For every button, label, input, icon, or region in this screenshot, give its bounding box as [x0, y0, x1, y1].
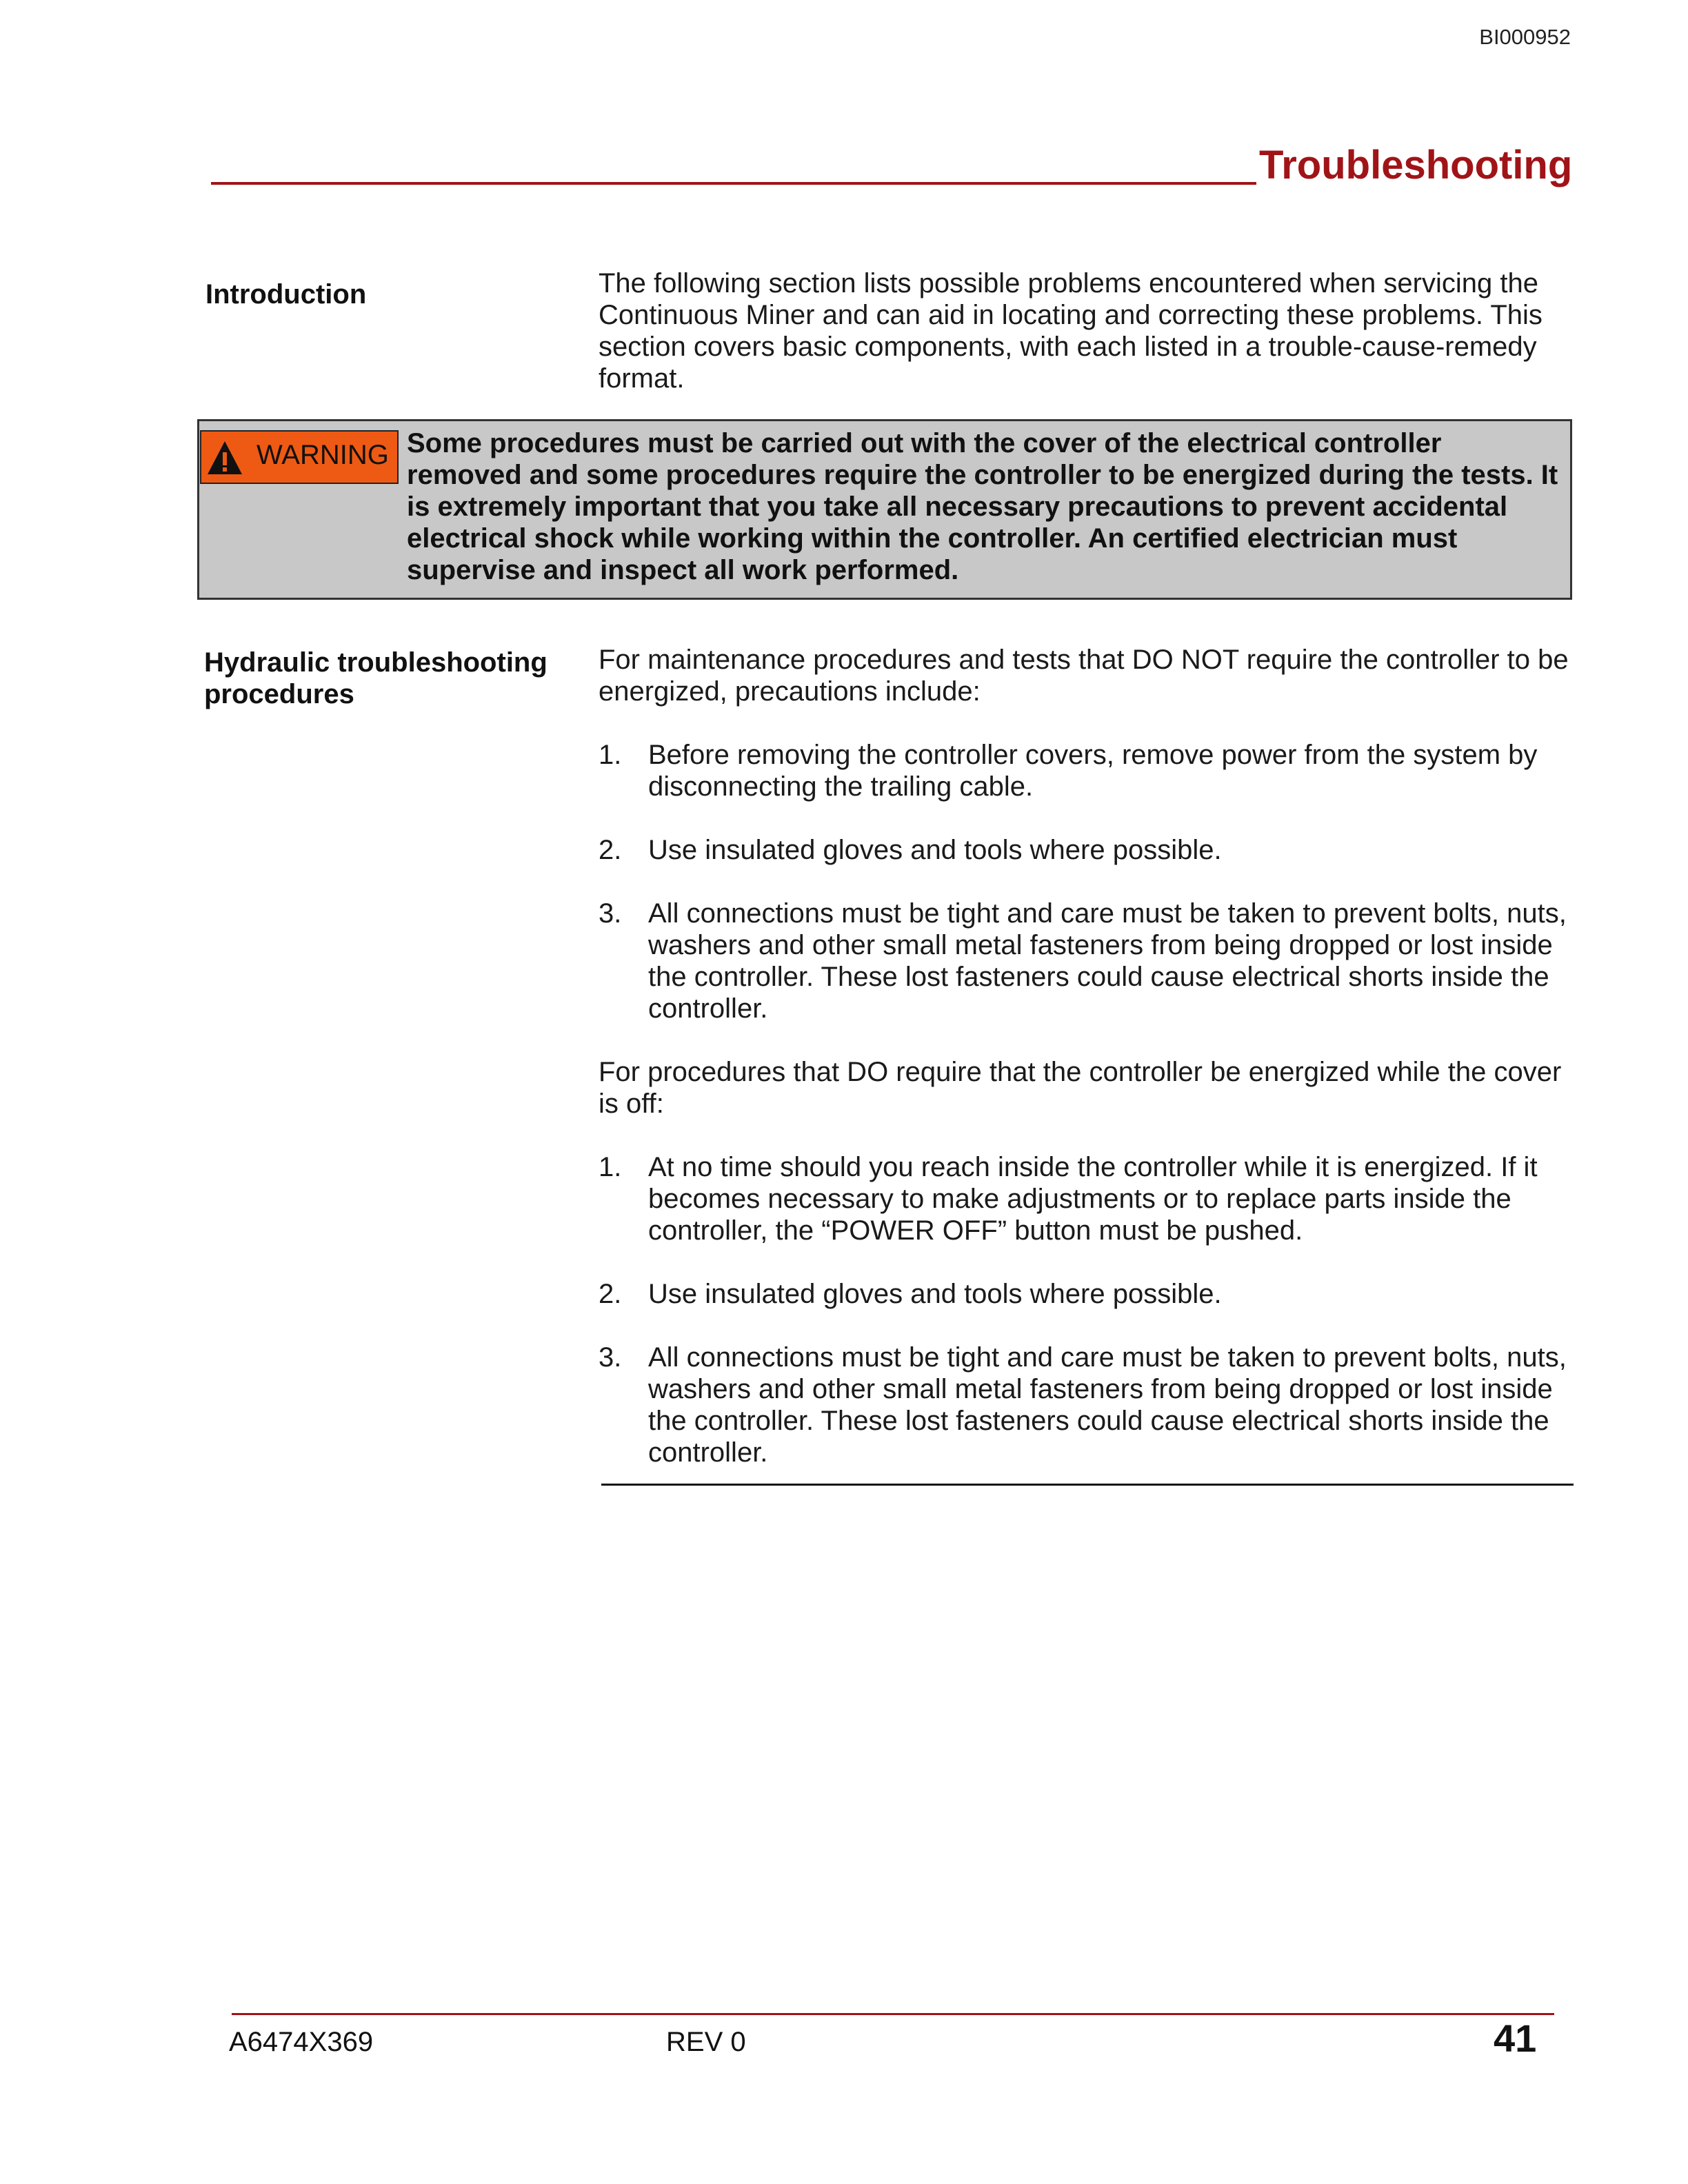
introduction-heading: Introduction [205, 279, 367, 310]
introduction-text [599, 267, 1578, 394]
list-item [599, 1342, 1578, 1468]
footer-revision: REV 0 [666, 2027, 746, 2057]
document-id: BI000952 [1479, 25, 1571, 49]
warning-text: Some procedures must be carried out with the cover of the electrical controller removed and some procedures require the controller to be energized during the tests. It is extremely important that you take all necessary precautions to prevent accidental electrical shock while working within the controller. An certified electrician must supervise and inspect all work performed. [407, 428, 1558, 585]
warning-label: WARNING [257, 440, 389, 470]
footer-rule [232, 2013, 1554, 2015]
hydraulic-body [599, 644, 1578, 1468]
list-number: 3. [599, 898, 622, 929]
list-text: At no time should you reach inside the controller while it is energized. If it becomes necessary to make adjustments or to replace parts inside the controller, the “POWER OFF” button must be pushed. [648, 1152, 1538, 1246]
list-item [599, 739, 1578, 802]
list-number: 2. [599, 835, 622, 865]
introduction-paragraph: The following section lists possible problems encountered when servicing the Continuous Miner and can aid in locating and correcting these problems. This section covers basic components, with each listed in a trouble-cause-remedy format. [599, 268, 1543, 394]
list-item [599, 1151, 1578, 1246]
section-end-rule [601, 1484, 1574, 1486]
list-text: Before removing the controller covers, remove power from the system by disconnecting the trailing cable. [648, 740, 1538, 802]
footer-doc-number: A6474X369 [229, 2027, 374, 2057]
list-item [599, 834, 1578, 866]
list-number: 1. [599, 740, 622, 770]
section-title: Troubleshooting [1259, 143, 1573, 188]
energized-intro: For procedures that DO require that the controller be energized while the cover is off: [599, 1057, 1562, 1119]
hydraulic-heading [204, 647, 547, 710]
page-number: 41 [1494, 2016, 1537, 2060]
list-text: All connections must be tight and care must be taken to prevent bolts, nuts, washers and other small metal fasteners from being dropped or lost inside the controller. These lost fasteners could cause electrical shorts inside the controller. [648, 1342, 1567, 1468]
not-energized-intro: For maintenance procedures and tests that DO NOT require the controller to be energized, precautions include: [599, 645, 1569, 707]
warning-badge [200, 430, 399, 484]
hydraulic-heading-line2: procedures [204, 679, 354, 709]
title-rule [211, 182, 1256, 185]
list-text: Use insulated gloves and tools where possible. [648, 1279, 1222, 1309]
list-text: Use insulated gloves and tools where possible. [648, 835, 1222, 865]
list-text: All connections must be tight and care must be taken to prevent bolts, nuts, washers and other small metal fasteners from being dropped or lost inside the controller. These lost fasteners could cause electrical shorts inside the controller. [648, 898, 1567, 1024]
list-number: 1. [599, 1152, 622, 1182]
list-item [599, 898, 1578, 1024]
warning-triangle-icon [205, 438, 244, 477]
list-number: 2. [599, 1279, 622, 1309]
list-item [599, 1278, 1578, 1310]
list-number: 3. [599, 1342, 622, 1373]
hydraulic-heading-line1: Hydraulic troubleshooting [204, 647, 547, 678]
